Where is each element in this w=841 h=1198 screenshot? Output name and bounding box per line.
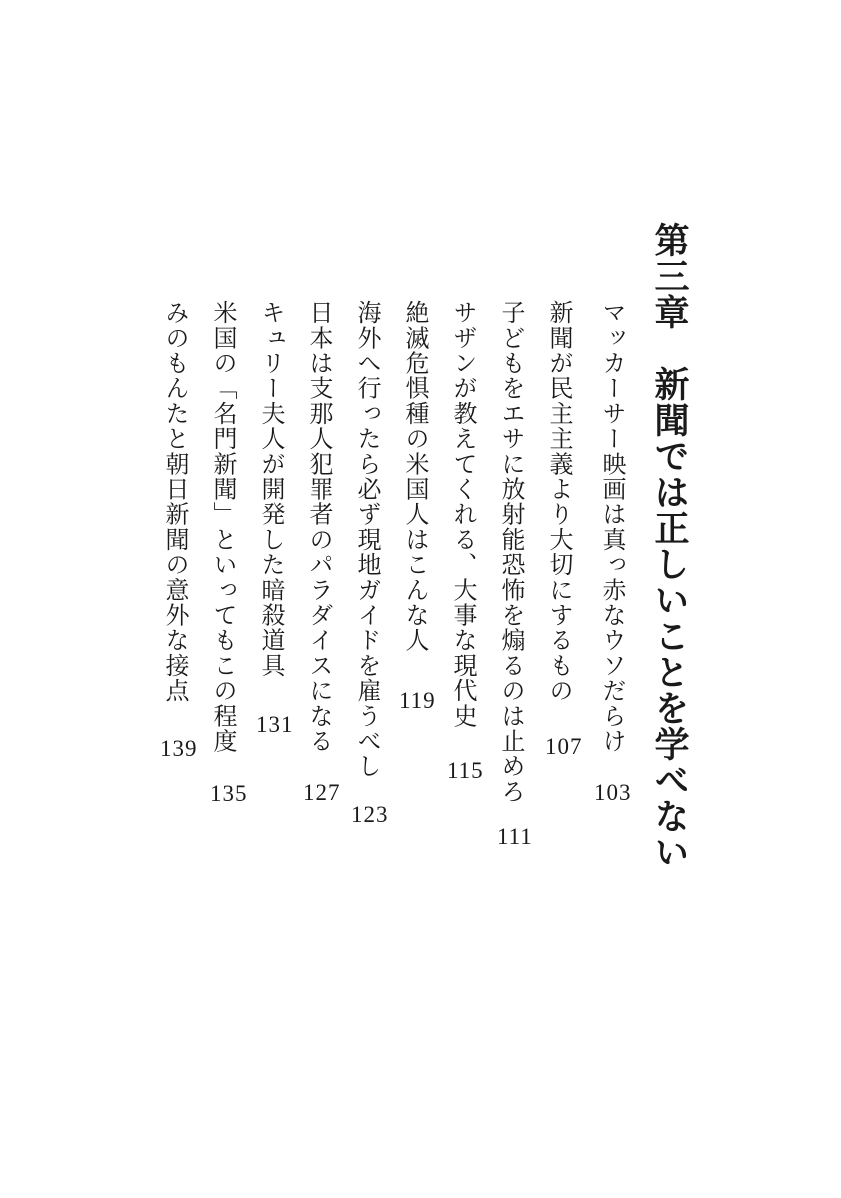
toc-entry-title: マッカーサー映画は真っ赤なウソだらけ [598,300,626,754]
toc-entry-page: 123 [351,802,389,827]
toc-entry-title: みのもんたと朝日新聞の意外な接点 [161,300,189,704]
toc-entry-title: 米国の「名門新聞」といってもこの程度 [209,300,237,754]
toc-entry-page: 115 [447,758,484,783]
toc-entry-title: 絶滅危惧種の米国人はこんな人 [401,300,429,653]
toc-entry-title: 海外へ行ったら必ず現地ガイドを雇うべし [353,300,381,779]
chapter-title: 新聞では正しいことを学べない [649,366,690,870]
toc-entry-page: 119 [399,688,436,713]
chapter-number: 第三章 [649,222,690,330]
toc-entry-page: 131 [256,712,294,737]
toc-entry-title: キュリー夫人が開発した暗殺道具 [257,300,285,678]
toc-entry-page: 107 [545,734,583,759]
toc-entry-title: サザンが教えてくれる、大事な現代史 [449,300,477,729]
toc-entry-title: 新聞が民主主義より大切にするもの [545,300,573,704]
toc-entry-page: 135 [210,781,248,806]
toc-entry-title: 日本は支那人犯罪者のパラダイスになる [305,300,333,754]
toc-entry-page: 111 [497,824,533,849]
toc-entry-title: 子どもをエサに放射能恐怖を煽るのは止めろ [497,300,525,804]
toc-entry-page: 103 [594,780,632,805]
chapter-heading [649,222,690,870]
toc-entry-page: 127 [303,780,341,805]
toc-entry-page: 139 [160,736,198,761]
